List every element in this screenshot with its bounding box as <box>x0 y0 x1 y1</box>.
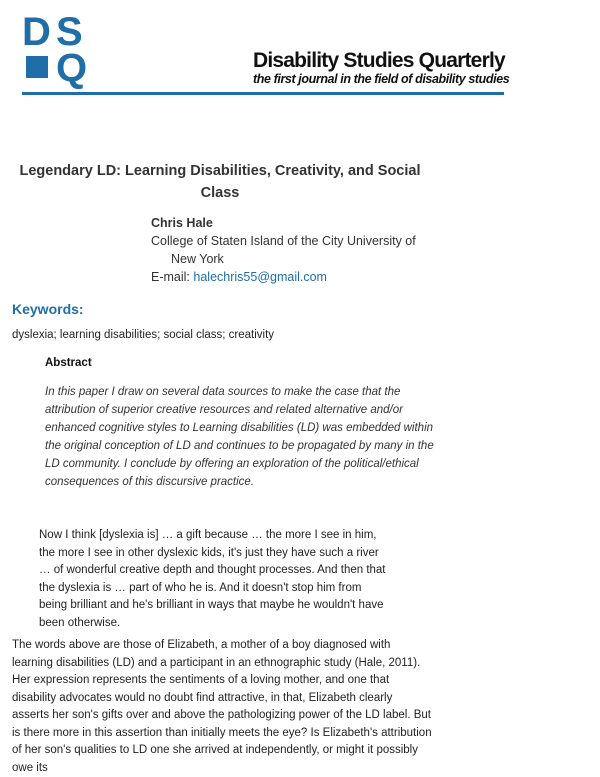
author-block <box>151 214 421 286</box>
article-title: Legendary LD: Learning Disabilities, Creativity, and Social Class <box>19 163 421 201</box>
logo-letter-q: Q <box>56 46 87 90</box>
abstract-text: In this paper I draw on several data sources to make the case that the attribution of superior creative resources and related alternative and/or enhanced cognitive styles to Learning disabilities (LD) was embedded within the original conception of LD and continues to be propagated by many in the LD community. I conclude by offering an exploration of the political/ethical consequences of this discursive practice. <box>45 386 434 488</box>
journal-title: Disability Studies Quarterly <box>253 49 505 72</box>
header-divider <box>22 92 504 95</box>
author-affiliation-continued: New York <box>171 252 224 266</box>
body-paragraph: The words above are those of Elizabeth, a mother of a boy diagnosed with learning disabilities (LD) and a participant in an ethnographic study (Hale, 2011). Her expression represents the sentiments of a loving mother, and one that disability advocates would no doubt find attractive, in that, Elizabeth clearly asserts her son's gifts over and above the pathologizing power of the LD label. But is there more in this assertion than initially meets the eye? Is Elizabeth's attribution of her son's qualities to LD one she arrived at independently, or might it possibly owe its <box>12 639 432 774</box>
abstract-heading: Abstract <box>45 357 92 369</box>
keywords-heading: Keywords: <box>12 301 84 317</box>
dsq-logo <box>22 10 92 90</box>
logo-letter-d: D <box>22 10 50 54</box>
author-affiliation: College of Staten Island of the City University of <box>151 234 416 248</box>
logo-square-icon <box>26 56 48 78</box>
journal-tagline: the first journal in the field of disability studies <box>253 72 510 86</box>
logo-letter-s: S <box>56 10 82 54</box>
opening-quote: Now I think [dyslexia is] … a gift because … the more I see in him, the more I see in other dyslexic kids, it's just they have such a river … of wonderful creative depth and thought processes. And then that the dyslexia is … part of who he is. And it doesn't stop him from being brilliant and he's brilliant in ways that maybe he wouldn't have been otherwise. <box>39 529 386 629</box>
author-email-row <box>151 268 421 286</box>
author-name: Chris Hale <box>151 216 213 230</box>
keywords-list: dyslexia; learning disabilities; social class; creativity <box>12 329 275 341</box>
email-link[interactable]: halechris55@gmail.com <box>193 270 327 284</box>
email-label: E-mail: <box>151 270 190 284</box>
